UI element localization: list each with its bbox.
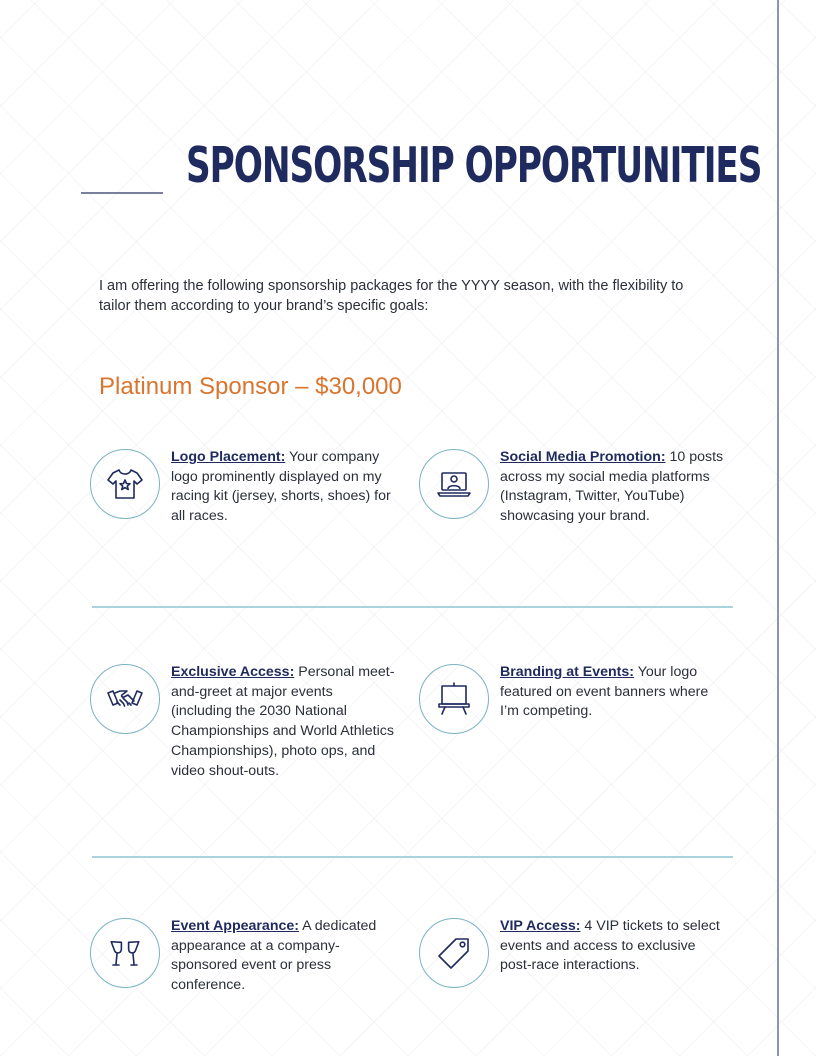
benefit-description: 10 posts across my social media platforms (Instagram, Twitter, YouTube) showcasing your brand.	[500, 449, 724, 525]
benefit-heading: Branding at Events:	[500, 664, 635, 680]
benefit-heading: Exclusive Access:	[171, 664, 295, 680]
wine-glasses-icon	[90, 918, 160, 988]
benefit-text	[500, 448, 725, 527]
intro-paragraph: I am offering the following sponsorship packages for the YYYY season, with the flexibility to tailor them according to your brand’s specific goals:	[99, 278, 684, 314]
title-rule	[81, 192, 163, 194]
benefit-branding-events	[419, 663, 725, 734]
benefit-text	[171, 448, 396, 527]
benefit-description: Your company logo prominently displayed on my racing kit (jersey, shorts, shoes) for all races.	[171, 449, 391, 525]
benefit-description: Personal meet-and-greet at major events (including the 2030 National Championships and World Athletics Championships), photo ops, and video shout-outs.	[171, 664, 395, 779]
tier-heading: Platinum Sponsor – $30,000	[99, 373, 402, 400]
benefit-logo-placement	[90, 448, 396, 527]
benefit-heading: Event Appearance:	[171, 918, 299, 934]
benefit-event-appearance	[90, 917, 396, 996]
tshirt-icon	[90, 449, 160, 519]
ticket-tag-icon	[419, 918, 489, 988]
benefit-social-media	[419, 448, 725, 527]
handshake-icon	[90, 664, 160, 734]
page-title: SPONSORSHIP OPPORTUNITIES	[186, 137, 762, 194]
benefit-text	[500, 663, 725, 722]
benefit-exclusive-access	[90, 663, 396, 781]
benefit-heading: VIP Access:	[500, 918, 581, 934]
benefit-text	[171, 917, 396, 996]
benefit-text	[171, 663, 396, 781]
side-rule	[777, 0, 779, 1056]
laptop-user-icon	[419, 449, 489, 519]
benefit-heading: Social Media Promotion:	[500, 449, 666, 465]
section-divider	[92, 606, 733, 608]
benefit-vip-access	[419, 917, 725, 988]
benefit-description: 4 VIP tickets to select events and access to exclusive post-race interactions.	[500, 918, 720, 974]
billboard-icon	[419, 664, 489, 734]
benefit-text	[500, 917, 725, 976]
benefit-description: A dedicated appearance at a company-sponsored event or press conference.	[171, 918, 377, 994]
benefit-description: Your logo featured on event banners where I’m competing.	[500, 664, 709, 720]
benefit-heading: Logo Placement:	[171, 449, 286, 465]
section-divider	[92, 856, 733, 858]
